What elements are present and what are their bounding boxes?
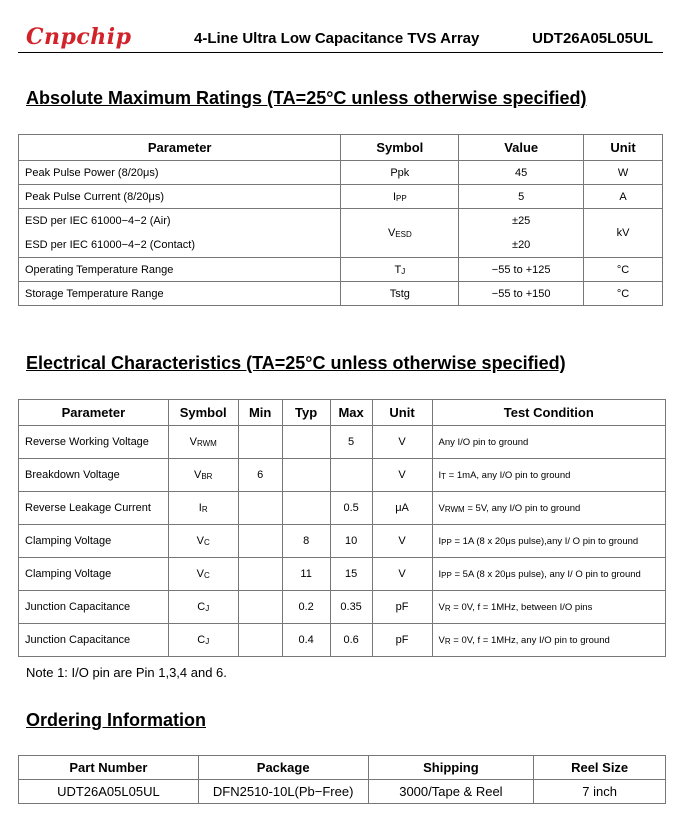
- table-header-row: [19, 400, 666, 426]
- condition-symbol: I: [438, 568, 442, 580]
- unit-cell: pF: [372, 591, 432, 624]
- symbol-text: V: [196, 535, 204, 547]
- part-number-cell: UDT26A05L05UL: [19, 780, 199, 804]
- condition-text: = 1mA, any I/O pin to ground: [446, 469, 571, 481]
- unit-cell: V: [372, 558, 432, 591]
- symbol-cell: [168, 558, 238, 591]
- typ-cell: 11: [282, 558, 330, 591]
- min-cell: [238, 426, 282, 459]
- symbol-text: T: [394, 263, 402, 276]
- symbol-text: C: [197, 601, 206, 613]
- min-cell: [238, 492, 282, 525]
- unit-cell: °C: [584, 258, 663, 282]
- param-cell: [19, 209, 341, 258]
- symbol-text: V: [189, 436, 197, 448]
- min-cell: [238, 624, 282, 657]
- max-cell: 0.5: [330, 492, 372, 525]
- symbol-cell: [341, 258, 459, 282]
- condition-subscript: R: [444, 603, 451, 613]
- min-cell: [238, 558, 282, 591]
- symbol-subscript: PP: [396, 193, 407, 203]
- test-condition-cell: [432, 492, 665, 525]
- condition-subscript: RWM: [444, 504, 465, 514]
- symbol-cell: [341, 161, 459, 185]
- col-header: Package: [198, 756, 368, 780]
- test-condition-cell: [432, 624, 665, 657]
- unit-cell: A: [584, 185, 663, 209]
- unit-cell: μA: [372, 492, 432, 525]
- col-header: Typ: [282, 400, 330, 426]
- condition-symbol: V: [438, 601, 445, 613]
- esd-contact-label: ESD per IEC 61000−4−2 (Contact): [25, 239, 195, 251]
- typ-cell: [282, 426, 330, 459]
- page-header: [18, 20, 663, 54]
- max-cell: 0.6: [330, 624, 372, 657]
- param-cell: Operating Temperature Range: [19, 258, 341, 282]
- col-header: Unit: [584, 135, 663, 161]
- table-row: [19, 780, 666, 804]
- max-cell: [330, 459, 372, 492]
- param-cell: Breakdown Voltage: [19, 459, 169, 492]
- test-condition-cell: [432, 525, 665, 558]
- condition-symbol: V: [438, 502, 445, 514]
- condition-text: = 0V, f = 1MHz, any I/O pin to ground: [450, 634, 610, 646]
- symbol-subscript: ESD: [395, 230, 412, 239]
- symbol-cell: [168, 459, 238, 492]
- table-row: [19, 624, 666, 657]
- param-cell: Clamping Voltage: [19, 558, 169, 591]
- symbol-subscript: C: [203, 571, 210, 580]
- condition-text: Any I/O pin to ground: [438, 436, 529, 448]
- table-row: [19, 282, 663, 306]
- param-cell: Reverse Working Voltage: [19, 426, 169, 459]
- symbol-cell: [168, 624, 238, 657]
- esd-contact-value: ±20: [512, 239, 531, 251]
- col-header: Shipping: [368, 756, 534, 780]
- abs-max-table: [18, 134, 663, 306]
- symbol-text: V: [387, 227, 396, 239]
- max-cell: 0.35: [330, 591, 372, 624]
- symbol-subscript: R: [201, 505, 208, 514]
- table-row: [19, 558, 666, 591]
- condition-subscript: R: [444, 636, 451, 646]
- unit-cell: V: [372, 426, 432, 459]
- table-row-esd: [19, 209, 663, 258]
- typ-cell: [282, 459, 330, 492]
- document-title: 4-Line Ultra Low Capacitance TVS Array: [194, 30, 480, 47]
- table-row: [19, 161, 663, 185]
- param-cell: Reverse Leakage Current: [19, 492, 169, 525]
- typ-cell: 0.2: [282, 591, 330, 624]
- condition-text: = 0V, f = 1MHz, between I/O pins: [450, 601, 593, 613]
- symbol-subscript: C: [203, 538, 210, 547]
- unit-cell: pF: [372, 624, 432, 657]
- symbol-subscript: J: [401, 266, 406, 276]
- condition-subscript: PP: [441, 570, 452, 580]
- header-part-number: UDT26A05L05UL: [532, 30, 653, 47]
- max-cell: 15: [330, 558, 372, 591]
- param-cell: Junction Capacitance: [19, 624, 169, 657]
- symbol-text: V: [193, 469, 202, 481]
- esd-air-label: ESD per IEC 61000−4−2 (Air): [25, 215, 171, 227]
- package-cell: DFN2510-10L(Pb−Free): [198, 780, 368, 804]
- abs-max-title: Absolute Maximum Ratings (TA=25°C unless otherwise specified): [26, 88, 587, 108]
- symbol-text: V: [196, 568, 204, 580]
- elec-char-body: [19, 426, 666, 657]
- table-header-row: [19, 756, 666, 780]
- condition-text: = 5A (8 x 20μs pulse), any I/ O pin to ground: [451, 568, 641, 580]
- col-header: Min: [238, 400, 282, 426]
- param-cell: Peak Pulse Power (8/20μs): [19, 161, 341, 185]
- shipping-cell: 3000/Tape & Reel: [368, 780, 534, 804]
- condition-symbol: I: [438, 535, 442, 547]
- min-cell: 6: [238, 459, 282, 492]
- unit-cell: W: [584, 161, 663, 185]
- test-condition-cell: [432, 459, 665, 492]
- symbol-cell: [341, 209, 459, 258]
- table-row: [19, 185, 663, 209]
- symbol-subscript: RWM: [196, 439, 217, 448]
- symbol-text: I: [392, 190, 397, 203]
- max-cell: 10: [330, 525, 372, 558]
- test-condition-cell: [432, 558, 665, 591]
- col-header: Parameter: [19, 400, 169, 426]
- symbol-cell: [168, 426, 238, 459]
- value-cell: 45: [459, 161, 584, 185]
- unit-cell: °C: [584, 282, 663, 306]
- col-header: Symbol: [341, 135, 459, 161]
- table-header-row: [19, 135, 663, 161]
- typ-cell: 0.4: [282, 624, 330, 657]
- pin-note: Note 1: I/O pin are Pin 1,3,4 and 6.: [26, 665, 227, 680]
- symbol-cell: [341, 185, 459, 209]
- max-cell: 5: [330, 426, 372, 459]
- elec-char-title: Electrical Characteristics (TA=25°C unless otherwise specified): [26, 353, 566, 373]
- symbol-text: Ppk: [390, 166, 410, 179]
- unit-cell: V: [372, 525, 432, 558]
- col-header: Part Number: [19, 756, 199, 780]
- symbol-text: I: [198, 502, 202, 514]
- col-header: Unit: [372, 400, 432, 426]
- col-header: Value: [459, 135, 584, 161]
- test-condition-cell: [432, 426, 665, 459]
- col-header: Parameter: [19, 135, 341, 161]
- symbol-subscript: J: [205, 604, 210, 613]
- col-header: Reel Size: [534, 756, 666, 780]
- symbol-cell: [168, 525, 238, 558]
- typ-cell: [282, 492, 330, 525]
- col-header: Symbol: [168, 400, 238, 426]
- table-row: [19, 258, 663, 282]
- condition-symbol: V: [438, 634, 445, 646]
- ordering-table: [18, 755, 666, 804]
- col-header: Max: [330, 400, 372, 426]
- value-cell: −55 to +150: [459, 282, 584, 306]
- table-row: [19, 492, 666, 525]
- value-cell: 5: [459, 185, 584, 209]
- min-cell: [238, 525, 282, 558]
- symbol-text: C: [197, 634, 206, 646]
- unit-cell: V: [372, 459, 432, 492]
- value-cell: [459, 209, 584, 258]
- condition-text: = 5V, any I/O pin to ground: [464, 502, 581, 514]
- condition-symbol: I: [438, 469, 442, 481]
- unit-cell: kV: [584, 209, 663, 258]
- typ-cell: 8: [282, 525, 330, 558]
- reel-size-cell: 7 inch: [534, 780, 666, 804]
- symbol-subscript: BR: [201, 472, 213, 481]
- table-row: [19, 525, 666, 558]
- esd-air-value: ±25: [512, 215, 531, 227]
- value-cell: −55 to +125: [459, 258, 584, 282]
- col-header: Test Condition: [432, 400, 665, 426]
- condition-text: = 1A (8 x 20μs pulse),any I/ O pin to ground: [451, 535, 639, 547]
- test-condition-cell: [432, 591, 665, 624]
- table-row: [19, 591, 666, 624]
- symbol-cell: [341, 282, 459, 306]
- condition-subscript: PP: [441, 537, 452, 547]
- table-row: [19, 459, 666, 492]
- table-row: [19, 426, 666, 459]
- symbol-cell: [168, 492, 238, 525]
- company-logo: Cnpchip: [26, 24, 132, 50]
- param-cell: Peak Pulse Current (8/20μs): [19, 185, 341, 209]
- symbol-subscript: J: [205, 637, 210, 646]
- param-cell: Clamping Voltage: [19, 525, 169, 558]
- condition-subscript: T: [441, 471, 447, 481]
- symbol-cell: [168, 591, 238, 624]
- elec-char-table: [18, 399, 666, 657]
- param-cell: Junction Capacitance: [19, 591, 169, 624]
- param-cell: Storage Temperature Range: [19, 282, 341, 306]
- ordering-title: Ordering Information: [26, 710, 206, 730]
- header-divider: [18, 52, 663, 53]
- symbol-text: Tstg: [389, 287, 410, 300]
- min-cell: [238, 591, 282, 624]
